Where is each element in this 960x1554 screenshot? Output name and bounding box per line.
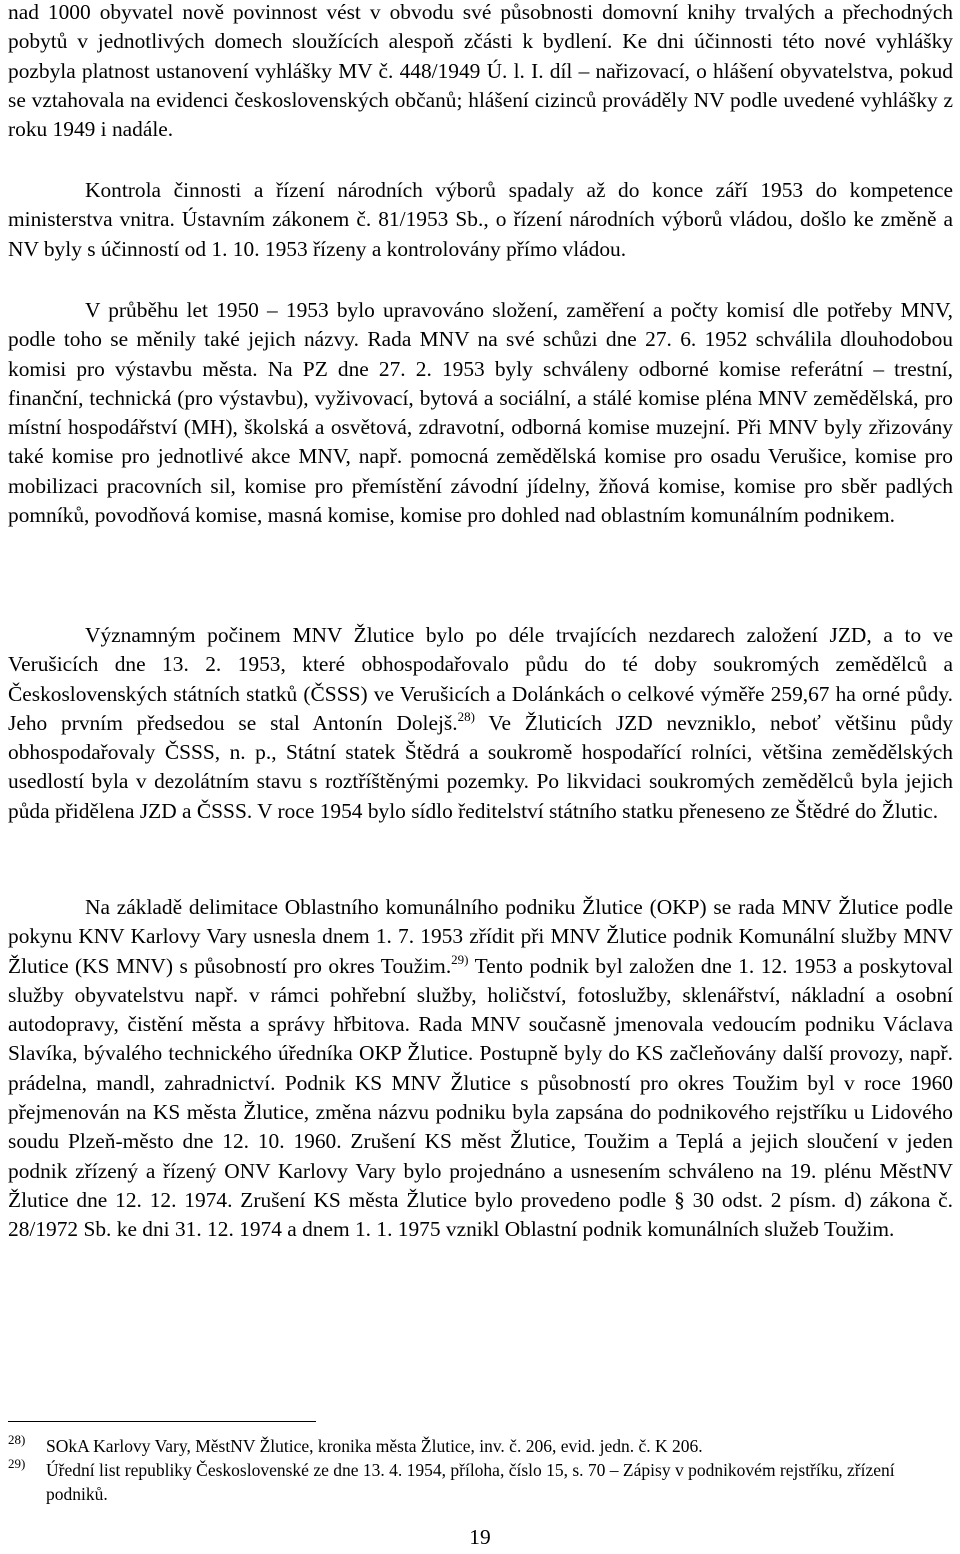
paragraph-4-text-b: Ve Žluticích JZD nevzniklo, neboť většinu půdy obhospodařovaly ČSSS, n. p., Státní statek Štědrá a soukromě hospodařící rolníci, většina zemědělských usedlostí byla v dezolátním stavu s roztříštěnými pozemky. Po likvidaci soukromých zemědělců byla jejich půda přidělena JZD a ČSSS. V roce 1954 bylo sídlo ředitelství státního statku přeneseno ze Štědré do Žlutic. bbox=[8, 710, 953, 823]
paragraph-3: V průběhu let 1950 – 1953 bylo upravováno složení, zaměření a počty komisí dle potřeby MNV, podle toho se měnily také jejich názvy. Rada MNV na své schůzi dne 27. 6. 1952 schválila dlouhodobou komisi pro výstavbu města. Na PZ dne 27. 2. 1953 byly schváleny odborné komise referátní – trestní, finanční, technická (pro výstavbu), vyživovací, bytová a sociální, a stálé komise pléna MNV zemědělská, pro místní hospodářství (MH), školská a osvětová, zdravotní, odborná komise muzejní. Při MNV byly zřizovány také komise pro jednotlivé akce MNV, např. pomocná zemědělská komise pro osadu Verušice, komise pro mobilizaci pracovních sil, komise pro přemístění závodní jídelny, žňová komise, komise pro sběr padlých pomníků, povodňová komise, masná komise, komise pro dohled nad oblastním komunálním podnikem. bbox=[8, 298, 953, 528]
page-number: 19 bbox=[469, 1525, 491, 1549]
footnote-divider bbox=[8, 1421, 316, 1422]
paragraph-5-text-a: Na základě delimitace Oblastního komunálního podniku Žlutice (OKP) se rada MNV Žlutice podle pokynu KNV Karlovy Vary usnesla dnem 1. 7. 1953 zřídit při MNV Žlutice podnik Komunální služby MNV Žlutice (KS MNV) s působností pro okres Toužim. bbox=[8, 895, 953, 978]
footnote-28-mark: 28) bbox=[8, 1432, 26, 1447]
paragraph-4 bbox=[8, 621, 953, 826]
footnote-28 bbox=[8, 1434, 958, 1458]
footnote-28-text: SOkA Karlovy Vary, MěstNV Žlutice, kronika města Žlutice, inv. č. 206, evid. jedn. č. K 206. bbox=[46, 1436, 703, 1456]
footnote-29-text: Úřední list republiky Československé ze dne 13. 4. 1954, příloha, číslo 15, s. 70 – Zápisy v podnikovém rejstříku, zřízení podniků. bbox=[46, 1460, 895, 1504]
footnote-29-mark: 29) bbox=[8, 1456, 26, 1471]
footnote-29 bbox=[8, 1458, 958, 1506]
paragraph-4-text-a: Významným počinem MNV Žlutice bylo po déle trvajících nezdarech založení JZD, a to ve Verušicích dne 13. 2. 1953, které obhospodařovalo půdu do té doby soukromých zemědělců a Československých státních statků (ČSSS) ve Verušicích a Dolánkách o celkové výměře 259,67 ha orné půdy. Jeho prvním předsedou se stal Antonín Dolejš. bbox=[8, 623, 953, 735]
paragraph-5 bbox=[8, 893, 953, 1245]
footnote-ref-29: 29) bbox=[451, 951, 469, 967]
footnote-ref-28: 28) bbox=[457, 708, 475, 724]
paragraph-5-text-b: Tento podnik byl založen dne 1. 12. 1953 a poskytoval služby obyvatelstvu např. v rámci pohřební služby, holičství, fotoslužby, sklenářství, nákladní a osobní autodopravy, čistění města a správy hřbitova. Rada MNV současně jmenovala vedoucím podniku Václava Slavíka, bývalého technického úředníka OKP Žlutice. Postupně byly do KS začleňovány další provozy, např. prádelna, mandl, zahradnictví. Podnik KS MNV Žlutice s působností pro okres Toužim byl v roce 1960 přejmenován na KS města Žlutice, změna názvu podniku byla zapsána do podnikového rejstříku u Lidového soudu Plzeň-město dne 12. 10. 1960. Zrušení KS měst Žlutice, Toužim a Teplá a jejich sloučení v jeden podnik zřízený a řízený ONV Karlovy Vary bylo projednáno a usnesením schváleno na 19. plénu MěstNV Žlutice dne 12. 12. 1974. Zrušení KS města Žlutice bylo provedeno podle § 30 odst. 2 písm. d) zákona č. 28/1972 Sb. ke dni 31. 12. 1974 a dnem 1. 1. 1975 vznikl Oblastní podnik komunálních služeb Toužim. bbox=[8, 953, 953, 1242]
paragraph-2: Kontrola činnosti a řízení národních výborů spadaly až do konce září 1953 do kompetence ministerstva vnitra. Ústavním zákonem č. 81/1953 Sb., o řízení národních výborů vládou, došlo ke změně a NV byly s účinností od 1. 10. 1953 řízeny a kontrolovány přímo vládou. bbox=[8, 178, 953, 261]
paragraph-1: nad 1000 obyvatel nově povinnost vést v obvodu své působnosti domovní knihy trvalých a přechodných pobytů v jednotlivých domech sloužících alespoň zčásti k bydlení. Ke dni účinnosti této nové vyhlášky pozbyla platnost ustanovení vyhlášky MV č. 448/1949 Ú. l. I. díl – nařizovací, o hlášení obyvatelstva, pokud se vztahovala na evidenci československých občanů; hlášení cizinců prováděly NV podle uvedené vyhlášky z roku 1949 i nadále. bbox=[8, 0, 953, 142]
